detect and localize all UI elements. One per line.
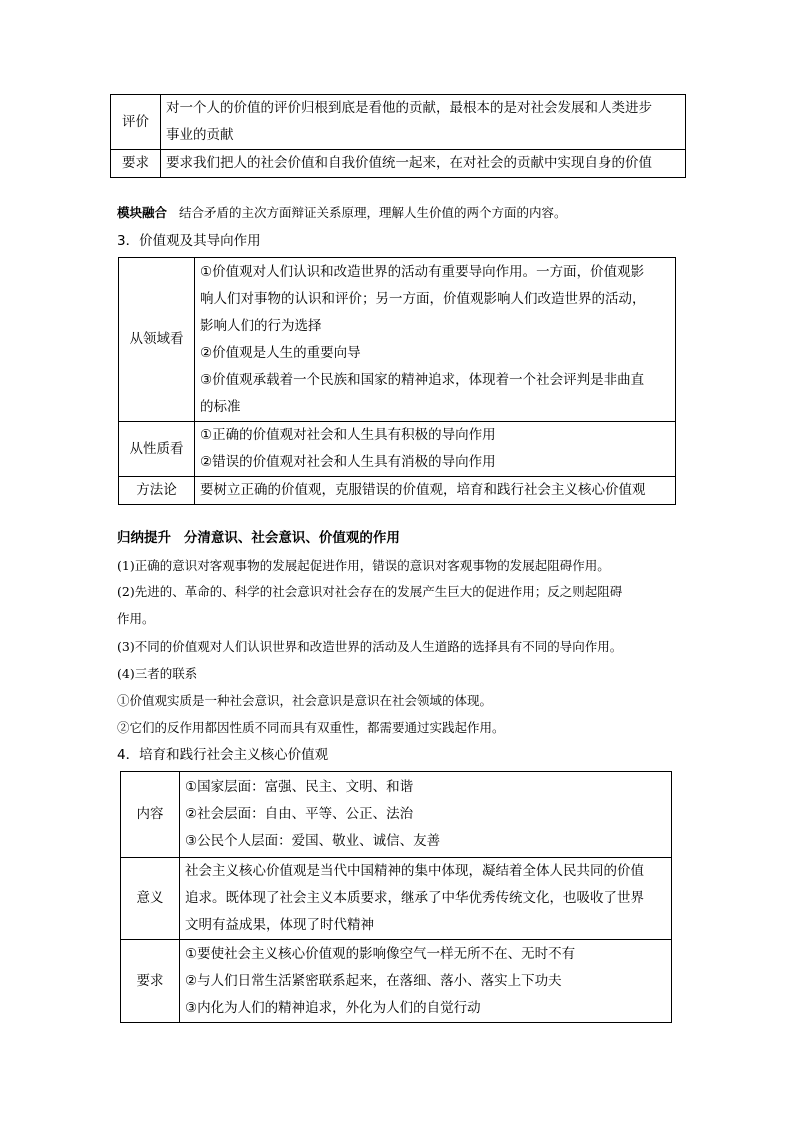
- summary-line: (2)先进的、革命的、科学的社会意识对社会存在的发展产生巨大的促进作用；反之则起阻碍: [117, 584, 623, 599]
- table-row: [111, 150, 686, 178]
- summary-line: (4)三者的联系: [117, 666, 198, 681]
- core-values-table: [120, 771, 672, 1023]
- row-content: [195, 422, 676, 477]
- summary-heading: [117, 528, 400, 548]
- module-fusion-text: 结合矛盾的主次方面辩证关系原理，理解人生价值的两个方面的内容。: [178, 205, 567, 220]
- row-header: 从领域看: [119, 258, 195, 422]
- content-line: ②错误的价值观对社会和人生具有消极的导向作用: [200, 454, 496, 470]
- section-3-title: 3．价值观及其导向作用: [117, 233, 261, 249]
- content-line: 事业的贡献: [166, 127, 234, 143]
- table-row: [119, 477, 676, 505]
- content-line: ②社会层面：自由、平等、公正、法治: [185, 806, 414, 822]
- row-content: [180, 940, 672, 1023]
- content-line: ③内化为人们的精神追求，外化为人们的自觉行动: [185, 999, 481, 1016]
- row-header: 要求: [121, 940, 180, 1023]
- content-line: 追求。既体现了社会主义本质要求，继承了中华优秀传统文化，也吸收了世界: [185, 890, 644, 906]
- content-line: ①要使社会主义核心价值观的影响像空气一样无所不在、无时不有: [185, 945, 576, 962]
- table-row: [111, 95, 686, 150]
- evaluation-requirement-table: [110, 94, 686, 178]
- content-line: 文明有益成果，体现了时代精神: [185, 917, 374, 933]
- row-header: 意义: [121, 858, 180, 940]
- content-line: ①价值观对人们认识和改造世界的活动有重要导向作用。一方面，价值观影: [200, 263, 645, 280]
- row-content: [161, 95, 686, 150]
- module-fusion: [117, 203, 566, 223]
- table-row: [121, 772, 672, 858]
- row-content: [195, 477, 676, 505]
- table-row: [119, 258, 676, 422]
- content-line: ③公民个人层面：爱国、敬业、诚信、友善: [185, 833, 441, 849]
- content-line: 响人们对事物的认识和评价；另一方面，价值观影响人们改造世界的活动，: [200, 290, 646, 307]
- row-header: 内容: [121, 772, 180, 858]
- summary-label: 归纳提升: [117, 530, 171, 546]
- summary-line: ①价值观实质是一种社会意识，社会意识是意识在社会领域的体现。: [117, 693, 493, 708]
- content-line: ②价值观是人生的重要向导: [200, 344, 361, 361]
- content-line: 要求我们把人的社会价值和自我价值统一起来，在对社会的贡献中实现自身的价值: [166, 155, 652, 171]
- summary-line: (1)正确的意识对客观事物的发展起促进作用，错误的意识对客观事物的发展起阻碍作用。: [117, 558, 610, 573]
- row-content: [180, 772, 672, 858]
- values-guidance-table: [118, 257, 676, 505]
- summary-title: 分清意识、社会意识、价值观的作用: [183, 530, 400, 546]
- content-line: 对一个人的价值的评价归根到底是看他的贡献，最根本的是对社会发展和人类进步: [166, 100, 652, 116]
- row-content: [161, 150, 686, 178]
- table-row: [119, 422, 676, 477]
- summary-line: 作用。: [117, 611, 155, 626]
- summary-line: ②它们的反作用都因性质不同而具有双重性，都需要通过实践起作用。: [117, 720, 505, 735]
- content-line: ②与人们日常生活紧密联系起来，在落细、落小、落实上下功夫: [185, 972, 562, 989]
- content-line: 的标准: [200, 398, 241, 415]
- content-line: 要树立正确的价值观，克服错误的价值观，培育和践行社会主义核心价值观: [200, 482, 646, 498]
- row-header: 方法论: [119, 477, 195, 505]
- table-row: [121, 858, 672, 940]
- module-fusion-label: 模块融合: [117, 205, 168, 220]
- content-line: ③价值观承载着一个民族和国家的精神追求，体现着一个社会评判是非曲直: [200, 371, 645, 388]
- table-row: [121, 940, 672, 1023]
- summary-line: (3)不同的价值观对人们认识世界和改造世界的活动及人生道路的选择具有不同的导向作用。: [117, 639, 623, 654]
- row-content: [180, 858, 672, 940]
- content-line: ①国家层面：富强、民主、文明、和谐: [185, 779, 414, 795]
- section-4-title: 4．培育和践行社会主义核心价值观: [117, 747, 329, 763]
- content-line: ①正确的价值观对社会和人生具有积极的导向作用: [200, 427, 496, 443]
- row-header: 评价: [111, 95, 161, 150]
- row-content: [195, 258, 676, 422]
- content-line: 社会主义核心价值观是当代中国精神的集中体现，凝结着全体人民共同的价值: [185, 863, 644, 879]
- row-header: 要求: [111, 150, 161, 178]
- content-line: 影响人们的行为选择: [200, 317, 322, 334]
- row-header: 从性质看: [119, 422, 195, 477]
